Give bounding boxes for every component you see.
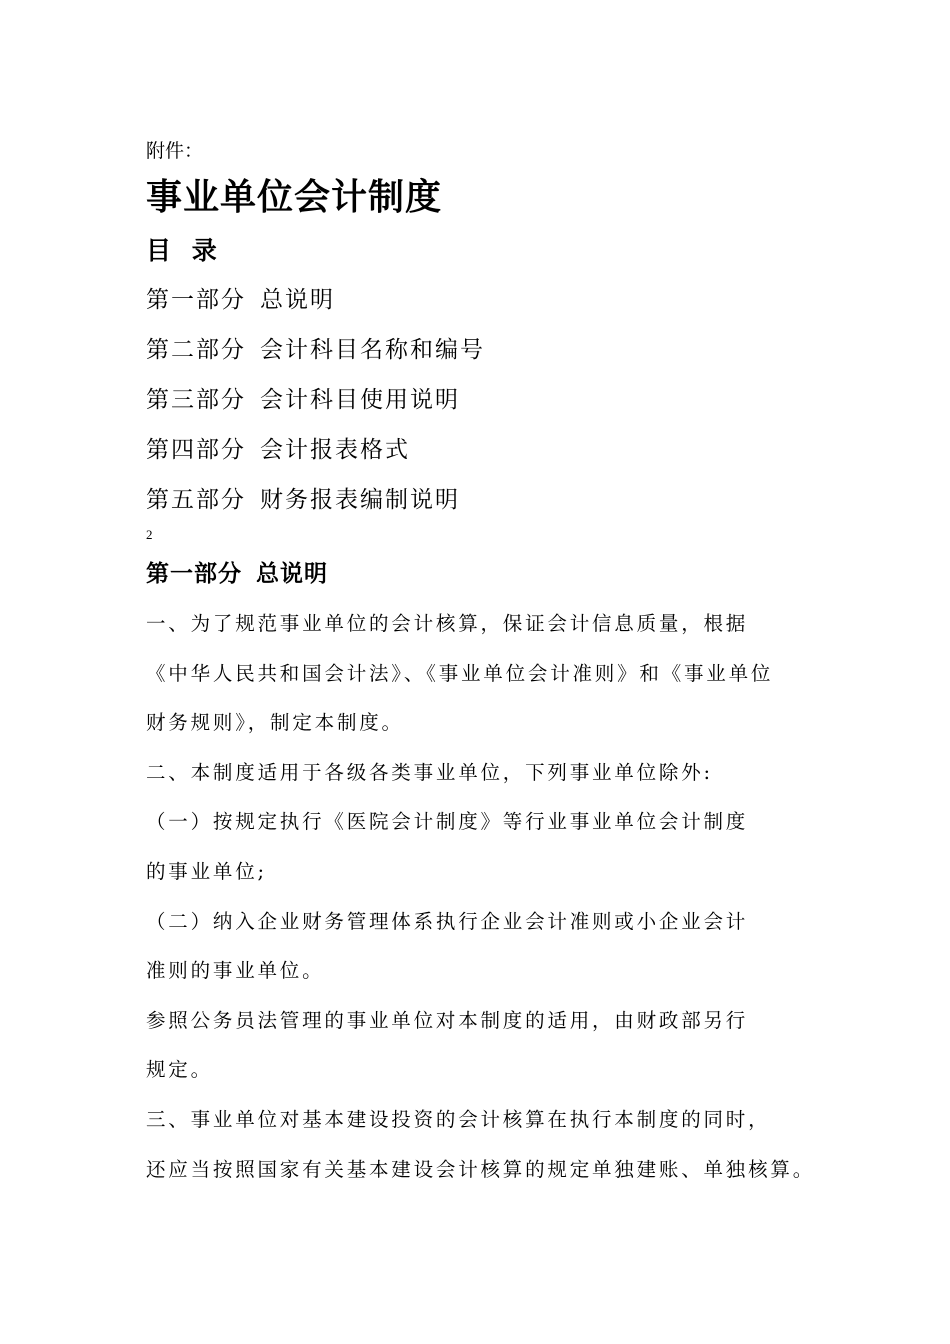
body-line: （二）纳入企业财务管理体系执行企业会计准则或小企业会计 (146, 909, 749, 933)
attachment-label: 附件： (146, 140, 204, 162)
toc-part: 第四部分 (146, 437, 246, 463)
section-part: 第一部分 (146, 561, 242, 587)
body-line: （一）按规定执行《医院会计制度》等行业事业单位会计制度 (146, 810, 749, 834)
body-line: 的事业单位; (146, 859, 267, 883)
toc-name: 会计报表格式 (260, 437, 410, 463)
toc-part: 第三部分 (146, 387, 246, 413)
toc-part: 第五部分 (146, 487, 246, 513)
toc-name: 财务报表编制说明 (260, 487, 460, 513)
toc-item[interactable] (146, 339, 485, 389)
body-line: 财务规则》，制定本制度。 (146, 711, 404, 735)
section-heading (146, 563, 328, 586)
toc-item[interactable] (146, 487, 485, 542)
body-line: 准则的事业单位。 (146, 959, 325, 983)
body-line: 参照公务员法管理的事业单位对本制度的适用，由财政部另行 (146, 1008, 749, 1032)
body-line: 一、为了规范事业单位的会计核算，保证会计信息质量，根据 (146, 612, 749, 635)
body-line: 二、本制度适用于各级各类事业单位，下列事业单位除外: (146, 760, 713, 784)
body-line: 三、事业单位对基本建设投资的会计核算在执行本制度的同时， (146, 1107, 771, 1131)
toc-name: 会计科目使用说明 (260, 387, 460, 413)
table-of-contents (146, 287, 485, 542)
toc-item[interactable] (146, 439, 485, 489)
toc-item[interactable] (146, 289, 485, 339)
toc-part: 第二部分 (146, 337, 246, 363)
section-body (146, 614, 815, 1209)
toc-heading: 目 录 (146, 236, 223, 265)
document-title: 事业单位会计制度 (146, 177, 443, 218)
toc-part: 第一部分 (146, 287, 246, 313)
page-number: 2 (146, 527, 153, 542)
toc-item[interactable] (146, 389, 485, 439)
toc-name: 会计科目名称和编号 (260, 337, 485, 363)
body-line: 规定。 (146, 1058, 213, 1082)
body-line: 还应当按照国家有关基本建设会计核算的规定单独建账、单独核算。 (146, 1157, 816, 1181)
toc-name: 总说明 (260, 287, 335, 313)
body-line: 《中华人民共和国会计法》、《事业单位会计准则》和《事业单位 (146, 661, 774, 685)
section-name: 总说明 (256, 561, 328, 587)
